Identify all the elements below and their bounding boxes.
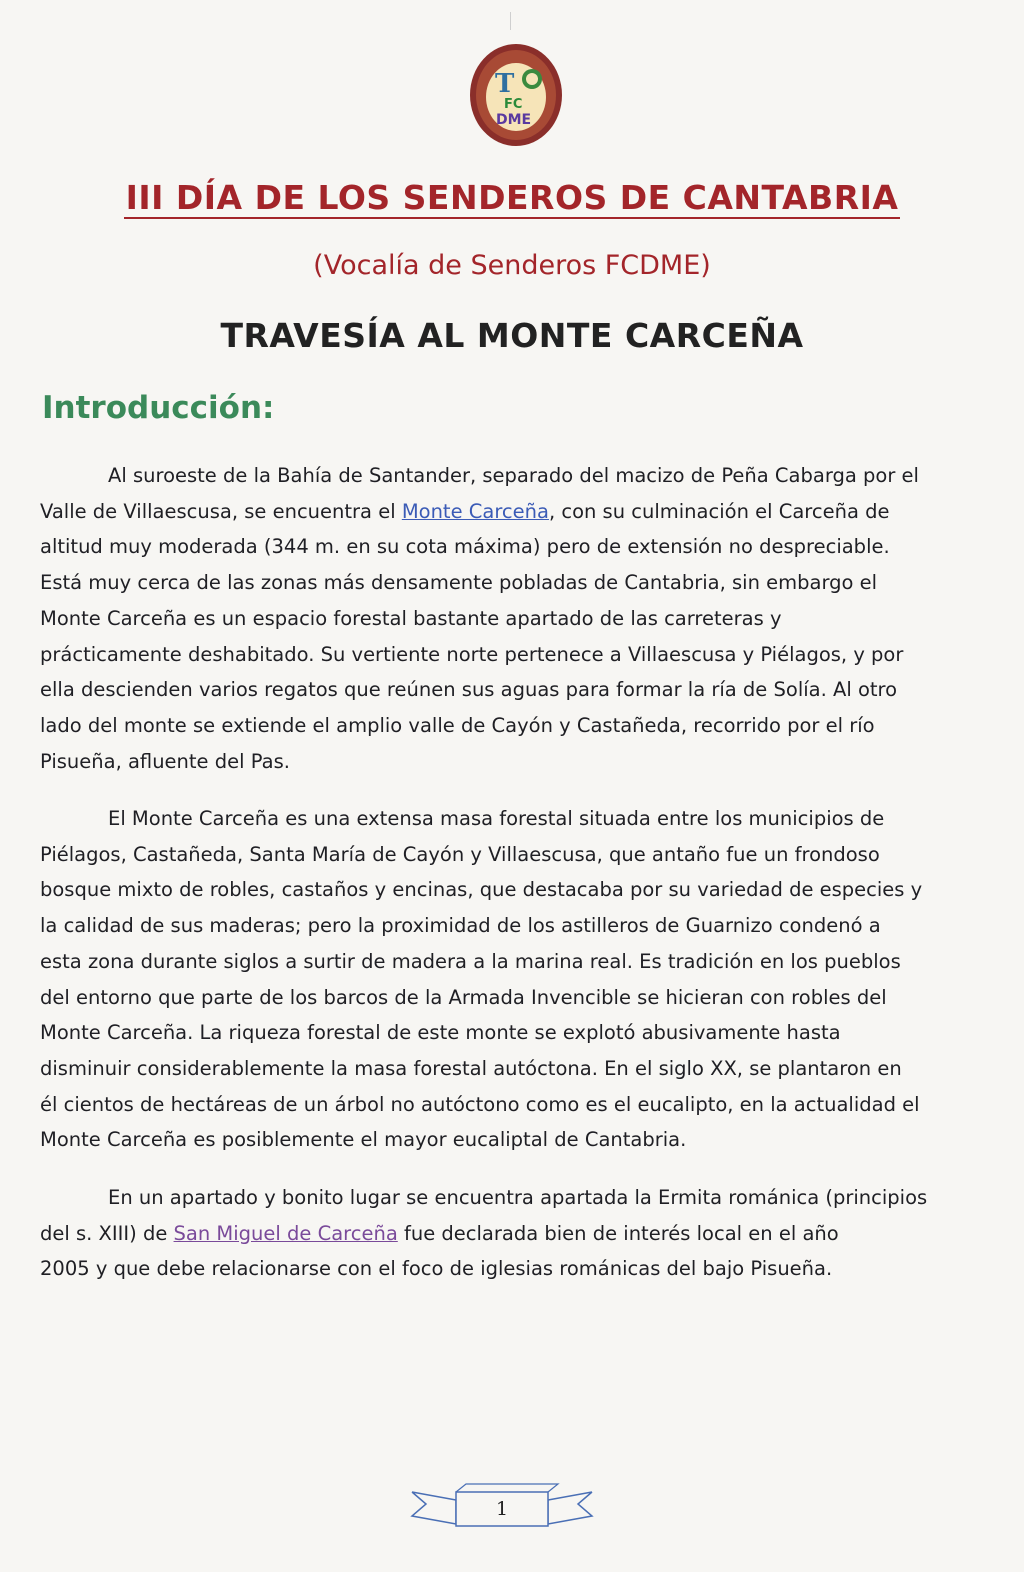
page-title: III DÍA DE LOS SENDEROS DE CANTABRIA — [125, 178, 899, 217]
paragraph-intro-1: Al suroeste de la Bahía de Santander, separado del macizo de Peña Cabarga por el Valle de Villaescusa, se encuentra el Monte Carceña, con su culminación el Carceña de altitud muy moderada (344 m. en su cota máxima) pero de extensión no despreciable. Está muy cerca de las zonas más densamente pobladas de Cantabria, sin embargo el Monte Carceña es un espacio forestal bastante apartado de las carreteras y prácticamente deshabitado. Su vertiente norte pertenece a Villaescusa y Piélagos, y por ella descienden varios regatos que reúnen sus aguas para formar la ría de Solía. Al otro lado del monte se extiende el amplio valle de Cayón y Castañeda, recorrido por el río Pisueña, afluente del Pas. — [40, 464, 919, 773]
logo-letters-dme: DME — [496, 112, 532, 128]
page-number-banner — [404, 1478, 600, 1534]
san-miguel-link[interactable]: San Miguel de Carceña — [173, 1221, 398, 1245]
paragraph-intro-3: En un apartado y bonito lugar se encuentra apartada la Ermita románica (principios del s. XIII) de San Miguel de Carceña fue declarada bien de interés local en el año 2005 y que debe relacionarse con el foco de iglesias románicas del bajo Pisueña. — [40, 1186, 928, 1281]
section-heading: Introducción: — [42, 390, 275, 426]
fcdme-logo-icon — [468, 42, 564, 148]
monte-carcena-link[interactable]: Monte Carceña — [401, 499, 549, 523]
route-title: TRAVESÍA AL MONTE CARCEÑA — [220, 316, 804, 355]
paragraph-intro-2: El Monte Carceña es una extensa masa forestal situada entre los municipios de Piélagos, Castañeda, Santa María de Cayón y Villaescusa, que antaño fue un frondoso bosque mixto de robles, castaños y encinas, que destacaba por su variedad de especies y la calidad de sus maderas; pero la proximidad de los astilleros de Guarnizo condenó a esta zona durante siglos a surtir de madera a la marina real. Es tradición en los pueblos del entorno que parte de los barcos de la Armada Invencible se hicieran con robles del Monte Carceña. La riqueza forestal de este monte se explotó abusivamente hasta disminuir considerablemente la masa forestal autóctona. En el siglo XX, se plantaron en él cientos de hectáreas de un árbol no autóctono como es el eucalipto, en la actualidad el Monte Carceña es posiblemente el mayor eucaliptal de Cantabria. — [40, 807, 923, 1152]
scan-mark — [510, 12, 511, 30]
svg-text:T: T — [495, 69, 515, 99]
page-subtitle: (Vocalía de Senderos FCDME) — [313, 250, 711, 281]
page-number: 1 — [495, 1498, 509, 1520]
fcdme-logo — [468, 42, 564, 148]
logo-letters-fc: FC — [504, 97, 523, 112]
